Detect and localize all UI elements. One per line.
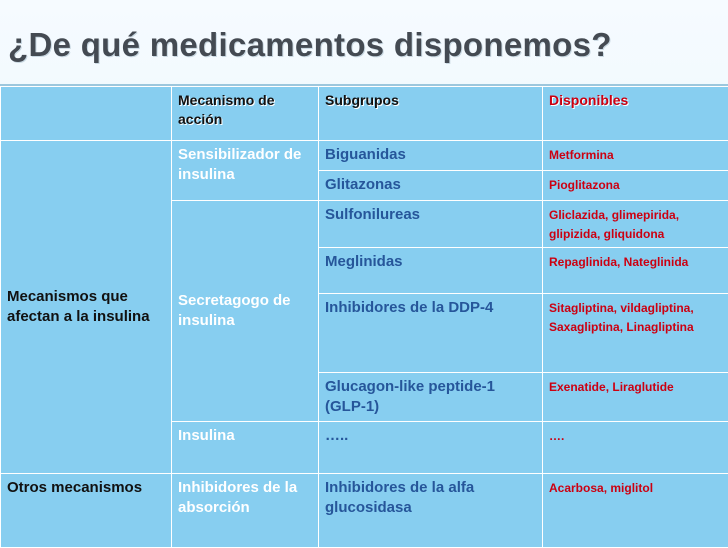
available-cell: Pioglitazona [543, 171, 728, 201]
header-empty-cell [1, 87, 172, 141]
table-row [1, 474, 728, 548]
mechanism-secretagogue: Secretagogo de insulina [172, 201, 319, 422]
medication-table [0, 86, 728, 548]
available-cell: Exenatide, Liraglutide [543, 373, 728, 422]
subgroup-cell: Glucagon-like peptide-1 (GLP-1) [319, 373, 543, 422]
group-other: Otros mecanismos [1, 474, 172, 548]
subgroup-cell: Inhibidores de la alfa glucosidasa [319, 474, 543, 548]
available-cell: Acarbosa, miglitol [543, 474, 728, 548]
subgroup-cell: Biguanidas [319, 141, 543, 171]
available-cell: Gliclazida, glimepirida, glipizida, gliquidona [543, 201, 728, 248]
table-row [1, 141, 728, 171]
slide-title: ¿De qué medicamentos disponemos? [8, 26, 612, 64]
group-insulin-related: Mecanismos que afectan a la insulina [1, 141, 172, 474]
available-cell: …. [543, 422, 728, 474]
mechanism-insulin: Insulina [172, 422, 319, 474]
mechanism-sensitizer: Sensibilizador de insulina [172, 141, 319, 201]
header-subgroups: Subgrupos [319, 87, 543, 141]
subgroup-cell: Sulfonilureas [319, 201, 543, 248]
subgroup-cell: Inhibidores de la DDP-4 [319, 294, 543, 373]
table-header-row [1, 87, 728, 141]
header-available: Disponibles [543, 87, 728, 141]
subgroup-cell: Meglinidas [319, 248, 543, 294]
subgroup-cell: Glitazonas [319, 171, 543, 201]
available-cell: Metformina [543, 141, 728, 171]
header-mechanism: Mecanismo de acción [172, 87, 319, 141]
available-cell: Sitagliptina, vildagliptina, Saxagliptina, Linagliptina [543, 294, 728, 373]
mechanism-absorption: Inhibidores de la absorción [172, 474, 319, 548]
subgroup-cell: ….. [319, 422, 543, 474]
available-cell: Repaglinida, Nateglinida [543, 248, 728, 294]
